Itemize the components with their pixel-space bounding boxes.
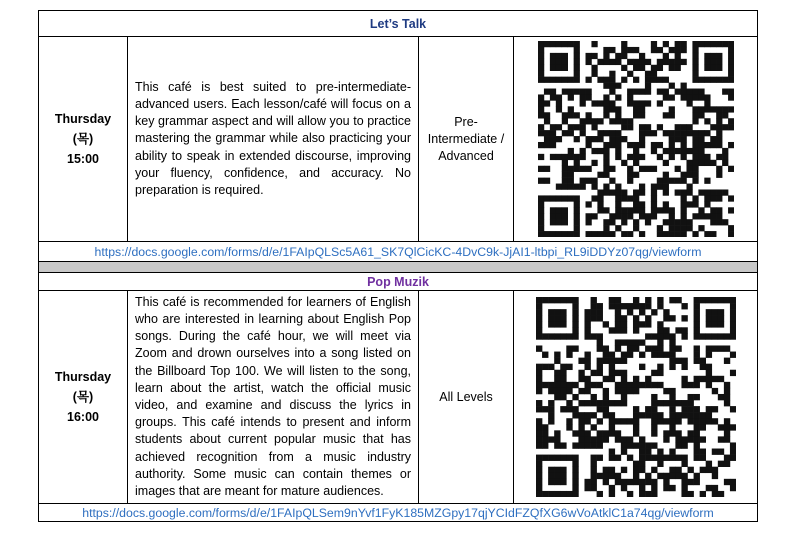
description-cell	[128, 37, 419, 241]
day-label: Thursday	[54, 112, 112, 126]
cafe-section-pop-muzik	[38, 272, 758, 522]
cafe-schedule-table	[38, 10, 758, 522]
qr-code-icon[interactable]	[536, 297, 736, 497]
cafe-title: Pop Muzik	[39, 273, 757, 291]
level-cell	[419, 37, 514, 241]
day-label: Thursday	[54, 370, 112, 384]
level-label: Pre-Intermediate / Advanced	[427, 114, 505, 163]
cafe-description: This café is best suited to pre-intermediate-advanced users. Each lesson/café will focus on a key grammar aspect and will allow you to practice mastering the grammar while also practicing your ability to speak in extended discourse, improving your fluency, confidence, and accuracy. No preparation is required.	[135, 79, 411, 197]
cafe-section-lets-talk	[38, 10, 758, 261]
section-divider	[38, 261, 758, 272]
day-korean-label: (목)	[72, 390, 94, 404]
level-cell	[419, 291, 514, 503]
day-korean-label: (목)	[72, 132, 94, 146]
cafe-title: Let’s Talk	[39, 11, 757, 37]
time-label: 16:00	[67, 410, 99, 424]
qr-cell	[514, 37, 757, 241]
level-label: All Levels	[439, 389, 493, 404]
qr-cell	[514, 291, 757, 503]
signup-link[interactable]: https://docs.google.com/forms/d/e/1FAIpQLSc5A61_SK7QlCicKC-4DvC9k-JjAI1-ltbpi_RL9iDDYz07qg/viewform	[94, 244, 702, 259]
schedule-cell	[39, 291, 128, 503]
time-label: 15:00	[67, 152, 99, 166]
cafe-description: This café is recommended for learners of English who are interested in learning about English Pop songs. During the café hour, we will meet via Zoom and drown ourselves into a song listed on the Billboard Top 100. We will listen to the song, learn about the artist, watch the official music video, and examine and discuss the lyrics in groups. This café intends to present and inform students about current popular music that has achieved recognition from a music industry authority. Some music can contain themes or images that are meant for mature audiences.	[135, 294, 411, 499]
schedule-cell	[39, 37, 128, 241]
qr-code-icon[interactable]	[538, 41, 734, 237]
description-cell	[128, 291, 419, 503]
signup-link[interactable]: https://docs.google.com/forms/d/e/1FAIpQLSem9nYvf1FyK185MZGpy17qjYCIdFZQfXG6wVoAtklC1a74qg/viewform	[82, 505, 714, 520]
